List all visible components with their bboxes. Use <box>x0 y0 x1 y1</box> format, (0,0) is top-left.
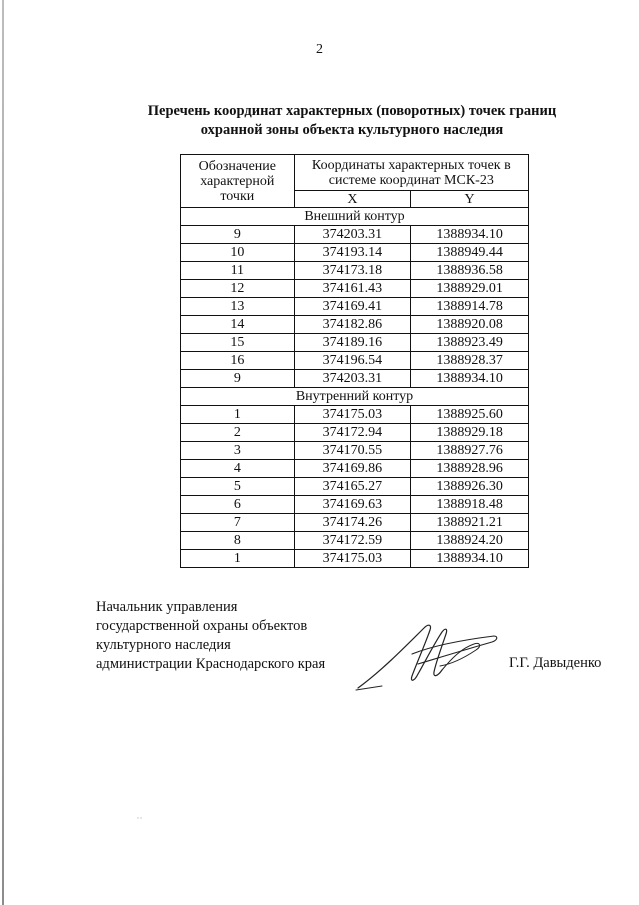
title-line-1: Перечень координат характерных (поворотных) точек границ <box>147 103 557 119</box>
point-cell: 9 <box>181 370 295 388</box>
x-cell: 374170.55 <box>294 442 411 460</box>
point-cell: 5 <box>181 478 295 496</box>
table-row <box>181 514 529 532</box>
header-x: X <box>294 191 411 208</box>
section-row <box>181 208 529 226</box>
point-cell: 7 <box>181 514 295 532</box>
table-row <box>181 244 529 262</box>
page-number: 2 <box>316 42 323 57</box>
y-cell: 1388949.44 <box>411 244 529 262</box>
table-row <box>181 406 529 424</box>
scan-speck <box>137 817 142 819</box>
x-cell: 374174.26 <box>294 514 411 532</box>
signer-position-line-1: Начальник управления <box>96 599 238 615</box>
point-cell: 11 <box>181 262 295 280</box>
point-cell: 4 <box>181 460 295 478</box>
y-cell: 1388929.01 <box>411 280 529 298</box>
document-title <box>60 102 639 140</box>
page-edge <box>2 0 4 905</box>
header-point-designation: Обозначение характерной точки <box>181 155 295 208</box>
x-cell: 374175.03 <box>294 550 411 568</box>
x-cell: 374161.43 <box>294 280 411 298</box>
coordinates-table-body <box>181 208 529 568</box>
point-cell: 14 <box>181 316 295 334</box>
section-row <box>181 388 529 406</box>
signature-block <box>96 598 325 674</box>
y-cell: 1388918.48 <box>411 496 529 514</box>
y-cell: 1388920.08 <box>411 316 529 334</box>
y-cell: 1388928.37 <box>411 352 529 370</box>
x-cell: 374196.54 <box>294 352 411 370</box>
table-row <box>181 352 529 370</box>
signer-name: Г.Г. Давыденко <box>509 655 602 671</box>
point-cell: 9 <box>181 226 295 244</box>
x-cell: 374203.31 <box>294 226 411 244</box>
x-cell: 374203.31 <box>294 370 411 388</box>
point-cell: 3 <box>181 442 295 460</box>
point-cell: 16 <box>181 352 295 370</box>
x-cell: 374169.86 <box>294 460 411 478</box>
y-cell: 1388936.58 <box>411 262 529 280</box>
table-row <box>181 262 529 280</box>
point-cell: 12 <box>181 280 295 298</box>
y-cell: 1388923.49 <box>411 334 529 352</box>
point-cell: 15 <box>181 334 295 352</box>
point-cell: 8 <box>181 532 295 550</box>
signer-position-line-4: администрации Краснодарского края <box>96 656 326 672</box>
x-cell: 374182.86 <box>294 316 411 334</box>
point-cell: 13 <box>181 298 295 316</box>
table-row <box>181 298 529 316</box>
y-cell: 1388926.30 <box>411 478 529 496</box>
table-row <box>181 460 529 478</box>
x-cell: 374193.14 <box>294 244 411 262</box>
header-coordinates: Координаты характерных точек в системе координат МСК-23 <box>294 155 528 191</box>
table-row <box>181 442 529 460</box>
table-row <box>181 496 529 514</box>
table-row <box>181 334 529 352</box>
x-cell: 374173.18 <box>294 262 411 280</box>
table-row <box>181 424 529 442</box>
section-title: Внешний контур <box>181 208 529 226</box>
section-title: Внутренний контур <box>181 388 529 406</box>
table-row <box>181 280 529 298</box>
y-cell: 1388927.76 <box>411 442 529 460</box>
point-cell: 2 <box>181 424 295 442</box>
table-row <box>181 316 529 334</box>
point-cell: 6 <box>181 496 295 514</box>
table-row <box>181 532 529 550</box>
point-cell: 1 <box>181 406 295 424</box>
table-row <box>181 370 529 388</box>
x-cell: 374175.03 <box>294 406 411 424</box>
y-cell: 1388921.21 <box>411 514 529 532</box>
y-cell: 1388925.60 <box>411 406 529 424</box>
x-cell: 374172.59 <box>294 532 411 550</box>
y-cell: 1388934.10 <box>411 370 529 388</box>
point-cell: 10 <box>181 244 295 262</box>
y-cell: 1388934.10 <box>411 550 529 568</box>
y-cell: 1388929.18 <box>411 424 529 442</box>
signer-position-line-3: культурного наследия <box>96 637 231 653</box>
x-cell: 374189.16 <box>294 334 411 352</box>
coordinates-table <box>180 154 529 568</box>
y-cell: 1388928.96 <box>411 460 529 478</box>
x-cell: 374169.63 <box>294 496 411 514</box>
y-cell: 1388934.10 <box>411 226 529 244</box>
x-cell: 374169.41 <box>294 298 411 316</box>
handwritten-signature <box>352 614 502 694</box>
header-y: Y <box>411 191 529 208</box>
y-cell: 1388924.20 <box>411 532 529 550</box>
table-row <box>181 478 529 496</box>
table-row <box>181 226 529 244</box>
table-row <box>181 550 529 568</box>
y-cell: 1388914.78 <box>411 298 529 316</box>
signer-position-line-2: государственной охраны объектов <box>96 618 308 634</box>
x-cell: 374165.27 <box>294 478 411 496</box>
x-cell: 374172.94 <box>294 424 411 442</box>
point-cell: 1 <box>181 550 295 568</box>
title-line-2: охранной зоны объекта культурного наследия <box>200 122 504 138</box>
